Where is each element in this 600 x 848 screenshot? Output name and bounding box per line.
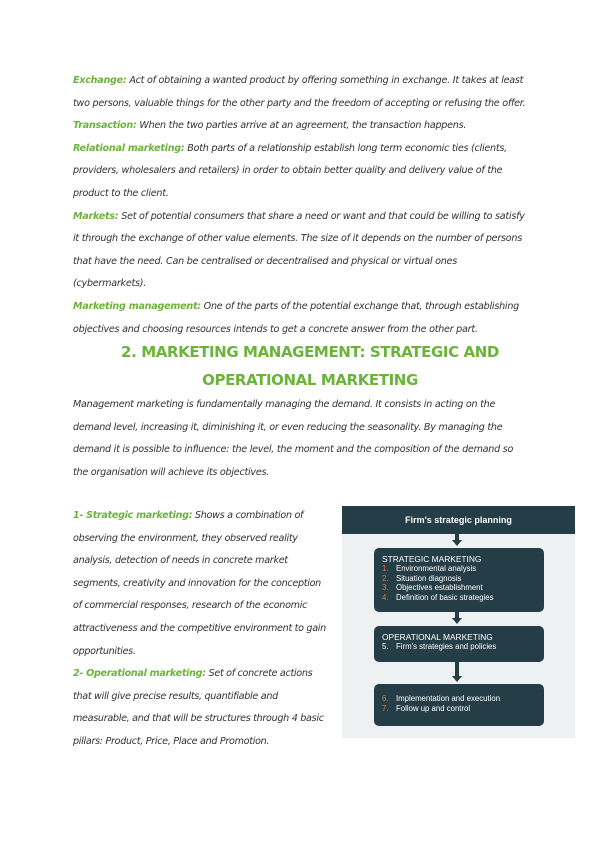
term-transaction: Transaction: bbox=[73, 120, 137, 132]
execution-box bbox=[374, 684, 544, 726]
def-relational bbox=[73, 143, 507, 199]
diagram-header: Firm's strategic planning bbox=[342, 506, 575, 534]
strategic-item: 2. Situation diagnosis bbox=[382, 573, 462, 583]
term-strategic: 1- Strategic marketing: bbox=[73, 510, 193, 521]
type-strategic-text: Shows a combination of observing the environment, they observed reality analysis, detection of needs in concrete market segments, creativity and innovation for the conception of commercial responses, research of the economic attractiveness and the competitive environment to gain opportunities. bbox=[73, 510, 326, 657]
definitions-block bbox=[73, 70, 529, 341]
term-management: Marketing management: bbox=[73, 300, 201, 312]
marketing-types bbox=[73, 505, 331, 754]
term-operational: 2- Operational marketing: bbox=[73, 668, 206, 680]
strategic-marketing-box bbox=[374, 548, 544, 612]
execution-item: 7. Follow up and control bbox=[382, 703, 471, 713]
def-relational-text: Both parts of a relationship establish long term economic ties (clients, providers, wholesalers and retailers) in order to obtain better quality and delivery value of the product to the client. bbox=[73, 142, 507, 199]
def-exchange-text: Act of obtaining a wanted product by offering something in exchange. It takes at least two persons, valuable things for the other party and the freedom of accepting or refusing the offer. bbox=[73, 75, 526, 109]
down-arrow-icon bbox=[452, 676, 462, 682]
section-heading bbox=[60, 338, 560, 394]
strategic-planning-diagram bbox=[342, 506, 575, 738]
strategic-item: 4. Definition of basic strategies bbox=[382, 592, 494, 602]
def-management-text: One of the parts of the potential exchange that, through establishing objectives and choosing resources intends to get a concrete answer from the other part. bbox=[73, 300, 519, 335]
strategic-item: 1. Environmental analysis bbox=[382, 564, 477, 573]
term-exchange: Exchange: bbox=[73, 75, 127, 86]
operational-item: 5. Firm's strategies and policies bbox=[382, 642, 497, 651]
strategic-marketing-title: STRATEGIC MARKETING bbox=[382, 554, 482, 564]
arrow-stem-3 bbox=[455, 662, 459, 676]
operational-marketing-box bbox=[374, 626, 544, 662]
def-transaction-text: When the two parties arrive at an agreement, the transaction happens. bbox=[136, 120, 467, 132]
type-operational bbox=[73, 668, 324, 747]
type-strategic bbox=[73, 510, 326, 657]
down-arrow-icon bbox=[452, 540, 462, 546]
type-operational-text: Set of concrete actions that will give precise results, quantifiable and measurable, and that will be structures through 4 basic pillars: Product, Price, Place and Promotion. bbox=[73, 668, 324, 747]
def-exchange bbox=[73, 75, 525, 109]
def-markets bbox=[73, 211, 525, 290]
term-relational: Relational marketing: bbox=[73, 142, 185, 154]
down-arrow-icon bbox=[452, 618, 462, 624]
section-heading-line1: 2. MARKETING MANAGEMENT: STRATEGIC AND bbox=[121, 343, 499, 361]
strategic-item: 3. Objectives establishment bbox=[382, 583, 483, 593]
def-markets-text: Set of potential consumers that share a need or want and that could be willing to satisfy it through the exchange of other value elements. The size of it depends on the number of persons that have the need. Can be centralised or decentralised and physical or virtual ones (cybermarkets). bbox=[73, 210, 525, 290]
term-markets: Markets: bbox=[73, 210, 119, 222]
def-management bbox=[73, 301, 519, 335]
operational-marketing-title: OPERATIONAL MARKETING bbox=[382, 632, 493, 642]
section-intro: Management marketing is fundamentally managing the demand. It consists in acting on the demand level, increasing it, diminishing it, or even reducing the seasonality. By managing the demand it is possible to influence: the level, the moment and the composition of the demand so the organisation will achieve its objectives. bbox=[73, 399, 514, 478]
section-heading-line2: OPERATIONAL MARKETING bbox=[202, 371, 418, 389]
execution-item: 6. Implementation and execution bbox=[382, 694, 501, 703]
def-transaction bbox=[73, 120, 466, 131]
